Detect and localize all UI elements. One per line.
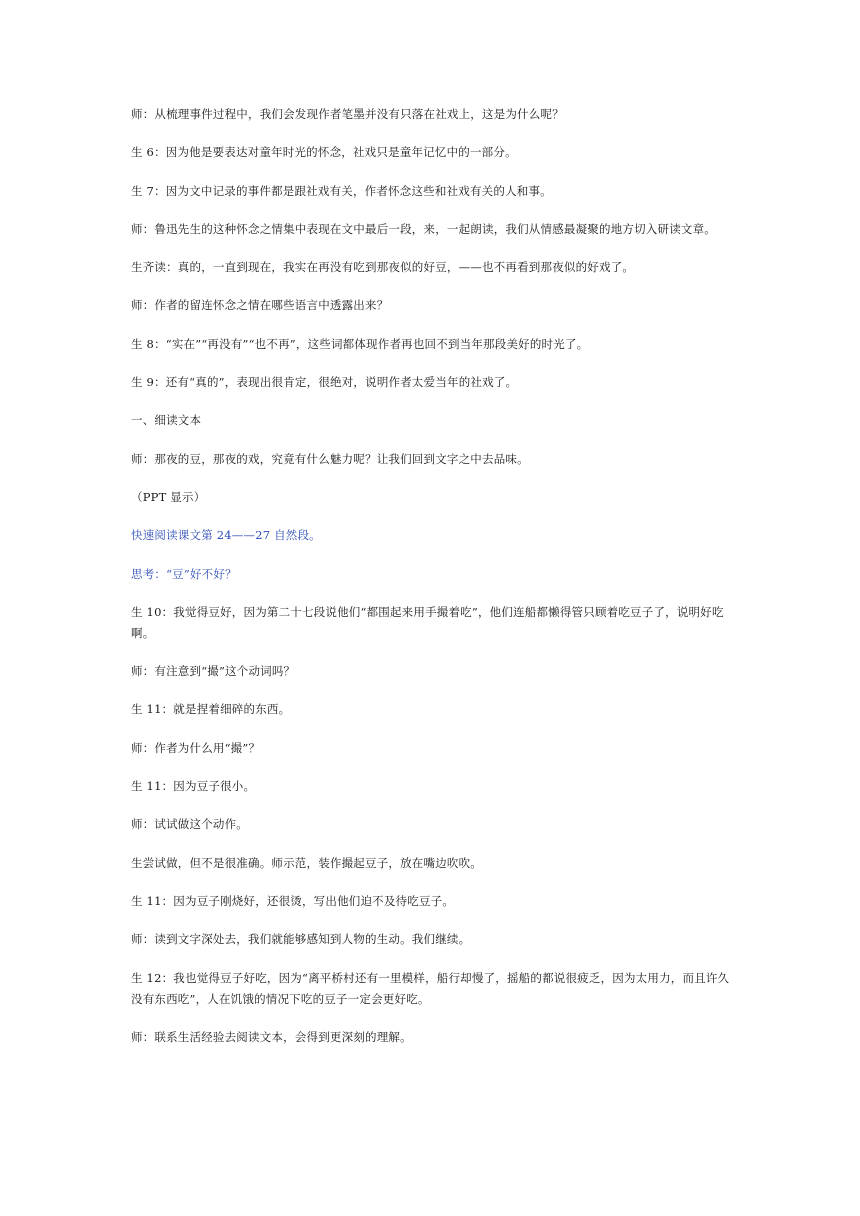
paragraph: 生 7：因为文中记录的事件都是跟社戏有关，作者怀念这些和社戏有关的人和事。	[131, 183, 552, 198]
paragraph: 生 9：还有“真的”，表现出很肯定，很绝对，说明作者太爱当年的社戏了。	[131, 375, 518, 390]
paragraph: 师：联系生活经验去阅读文本，会得到更深刻的理解。	[131, 1029, 412, 1044]
paragraph: 师：从梳理事件过程中，我们会发现作者笔墨并没有只落在社戏上，这是为什么呢？	[131, 107, 564, 121]
ppt-instruction: 快速阅读课文第 24——27 自然段。	[131, 528, 321, 543]
document-body	[131, 104, 731, 1065]
paragraph: 师：读到文字深处去，我们就能够感知到人物的生动。我们继续。	[131, 932, 471, 947]
paragraph: 师：有注意到“撮”这个动词吗？	[131, 664, 296, 679]
paragraph: 生 11：因为豆子刚烧好，还很烫，写出他们迫不及待吃豆子。	[131, 893, 455, 908]
paragraph: 生 11：因为豆子很小。	[131, 779, 256, 794]
paragraph: 师：作者的留连怀念之情在哪些语言中透露出来？	[131, 298, 389, 313]
section-heading: 一、细读文本	[131, 413, 202, 428]
paragraph: 生尝试做，但不是很准确。师示范，装作撮起豆子，放在嘴边吹吹。	[131, 855, 482, 870]
paragraph: （PPT 显示）	[131, 489, 206, 504]
paragraph: 师：作者为什么用“撮”？	[131, 740, 261, 755]
paragraph: 生 10：我觉得豆好，因为第二十七段说他们“都围起来用手撮着吃”，他们连船都懒得管只顾着吃豆子了，说明好吃啊。	[131, 604, 724, 640]
ppt-question: 思考：“豆”好不好？	[131, 566, 237, 581]
paragraph: 师：鲁迅先生的这种怀念之情集中表现在文中最后一段，来，一起朗读，我们从情感最凝聚的地方切入研读文章。	[131, 221, 716, 236]
paragraph: 生 11：就是捏着细碎的东西。	[131, 702, 291, 717]
paragraph: 生 12：我也觉得豆子好吃，因为“离平桥村还有一里模样，船行却慢了，摇船的都说很疲乏，因为太用力，而且许久没有东西吃”，人在饥饿的情况下吃的豆子一定会更好吃。	[131, 970, 730, 1006]
paragraph: 生 6：因为他是要表达对童年时光的怀念，社戏只是童年记忆中的一部分。	[131, 145, 517, 160]
paragraph: 生 8：“实在”“再没有”“也不再”，这些词都体现作者再也回不到当年那段美好的时光了。	[131, 336, 589, 351]
paragraph: 生齐读：真的，一直到现在，我实在再没有吃到那夜似的好豆，——也不再看到那夜似的好戏了。	[131, 260, 635, 275]
paragraph: 师：那夜的豆，那夜的戏，究竟有什么魅力呢？让我们回到文字之中去品味。	[131, 451, 529, 466]
paragraph: 师：试试做这个动作。	[131, 817, 248, 832]
